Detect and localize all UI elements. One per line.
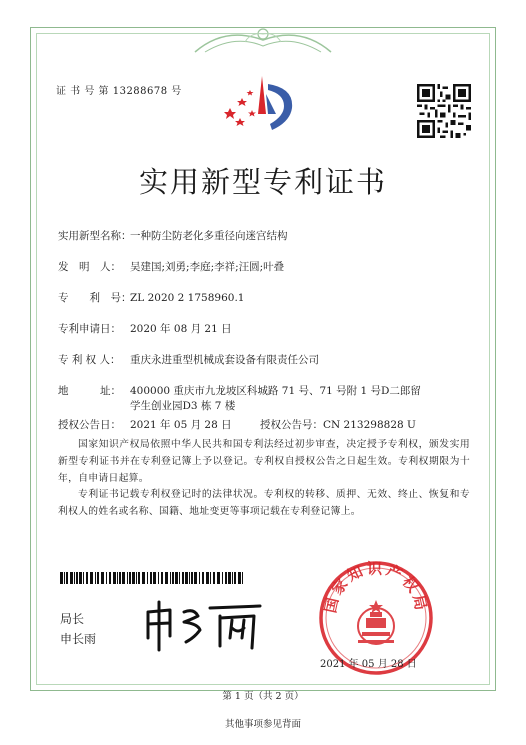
field-patentee (58, 352, 319, 367)
certificate-title: 实用新型专利证书 (138, 165, 387, 199)
handwritten-signature-icon (140, 598, 270, 654)
field-value: 重庆永进重型机械成套设备有限责任公司 (130, 354, 319, 366)
top-ornament-icon (185, 22, 341, 58)
page-number: 第 1 页（共 2 页） (222, 691, 304, 702)
grant-statement-paragraph: 国家知识产权局依照中华人民共和国专利法经过初步审查，决定授予专利权，颁发实用新型专利证书并在专利登记簿上予以登记。专利权自授权公告之日起生效。专利权期限为十年，自申请日起算。 (58, 439, 470, 484)
director-name: 申长雨 (60, 632, 97, 646)
field-address-line2: 学生创业园D3 栋 7 楼 (130, 400, 236, 412)
seal-text: 国家知识产权局 (321, 560, 431, 615)
legal-status-paragraph: 专利证书记载专利权登记时的法律状况。专利权的转移、质押、无效、终止、恢复和专利权人的姓名或名称、国籍、地址变更等事项记载在专利登记簿上。 (58, 489, 470, 517)
field-label: 专 利 权 人： (58, 354, 121, 366)
director-title: 局长 (60, 612, 85, 626)
certificate-number: 证 书 号 第 13288678 号 (56, 86, 182, 97)
field-label: 地 址： (58, 385, 121, 397)
field-label: 专利申请日： (58, 323, 121, 335)
field-inventor (58, 259, 284, 274)
cnipa-logo-icon (222, 74, 308, 140)
field-value: 2021 年 05 月 28 日 (130, 419, 232, 431)
field-value: CN 213298828 U (323, 419, 416, 431)
seal-date: 2021 年 05 月 28 日 (320, 659, 417, 670)
field-utility-model-name (58, 228, 288, 243)
field-value: 吴建国;刘勇;李庭;李祥;汪圆;叶叠 (130, 261, 285, 273)
barcode-icon (60, 572, 246, 584)
field-patent-number (58, 290, 244, 305)
field-label: 授权公告号： (260, 419, 323, 431)
qr-code-icon (417, 84, 471, 138)
field-value: 400000 重庆市九龙坡区科城路 71 号、71 号附 1 号D二郎留 (130, 385, 421, 397)
field-publication-number (260, 417, 416, 432)
field-label: 专 利 号： (58, 292, 132, 304)
field-value: 2020 年 08 月 21 日 (130, 323, 232, 335)
see-reverse-note: 其他事项参见背面 (224, 719, 301, 730)
field-value: 一种防尘防老化多重径向迷宫结构 (130, 230, 288, 242)
field-label: 发 明 人： (58, 261, 121, 273)
field-value: ZL 2020 2 1758960.1 (130, 292, 245, 304)
field-label: 授权公告日： (58, 419, 121, 431)
field-filing-date (58, 321, 232, 336)
field-publication-date (58, 417, 232, 432)
field-label: 实用新型名称： (58, 230, 132, 242)
field-address (58, 383, 421, 398)
